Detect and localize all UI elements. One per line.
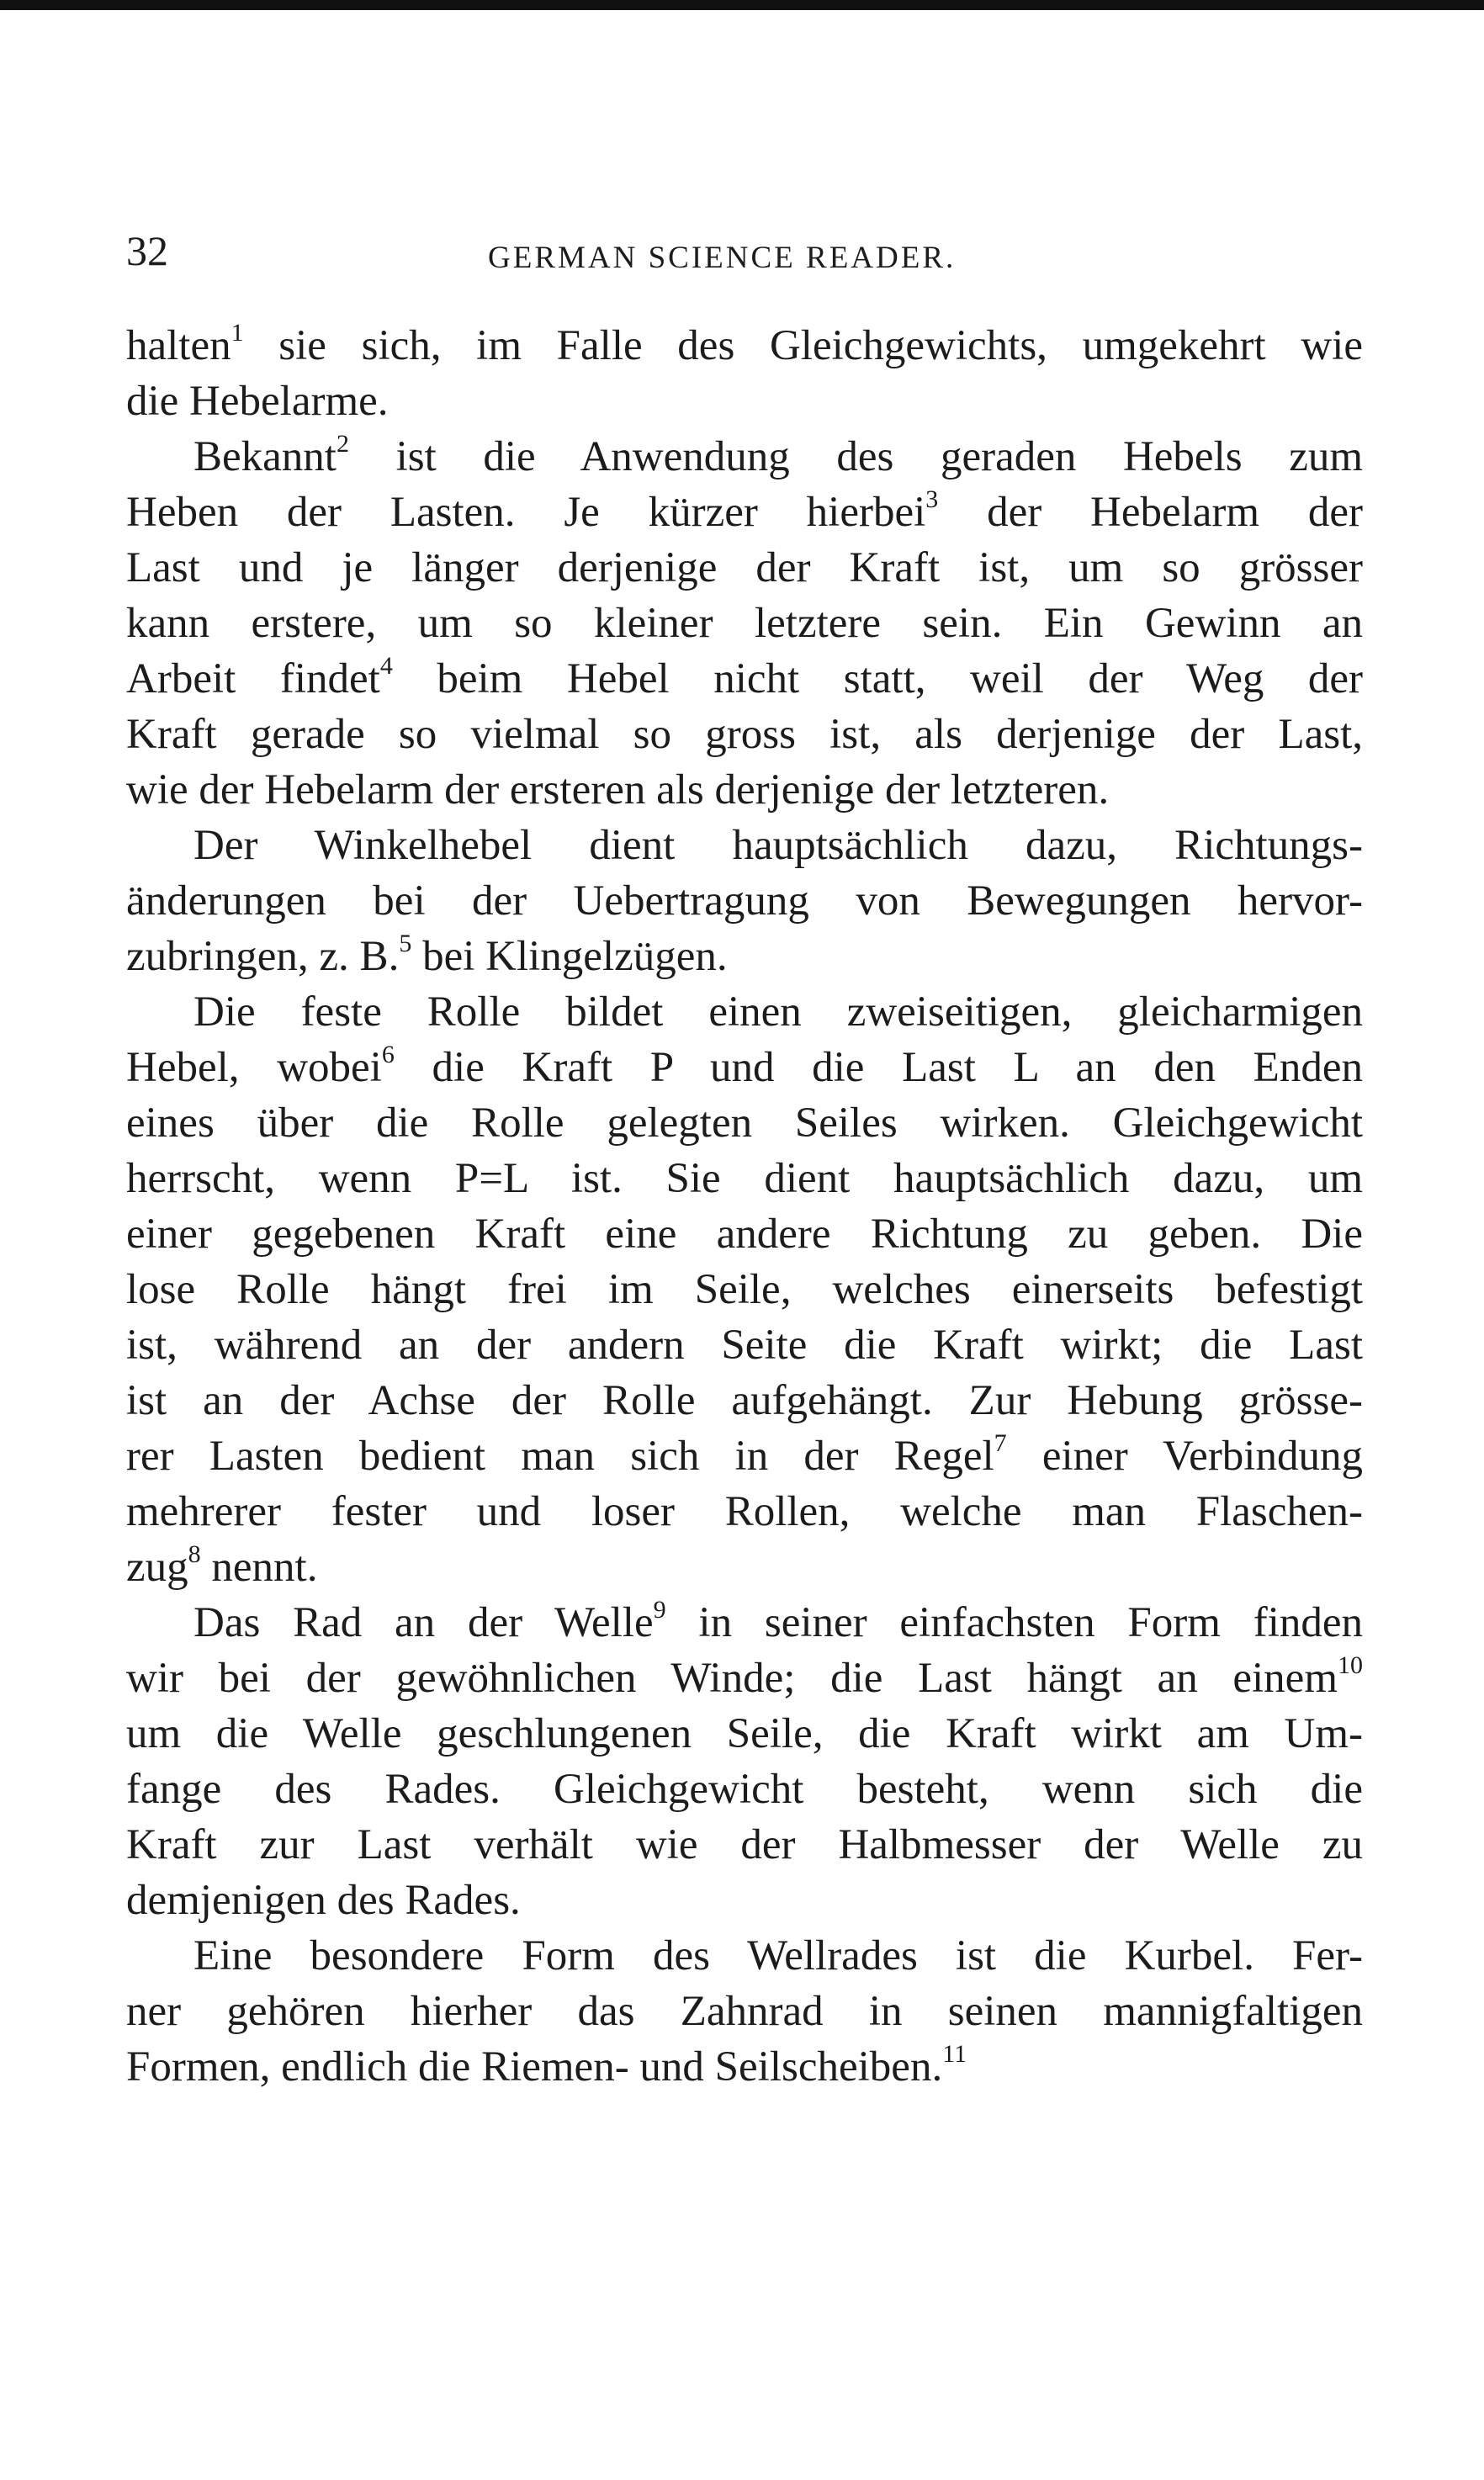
text-run: Kraft gerade so vielmal so gross ist, als derjenige der Last,	[126, 711, 1363, 758]
text-run: die Kraft P und die Last L an den Enden	[394, 1044, 1363, 1091]
text-line	[126, 1095, 1363, 1151]
text-line	[126, 818, 1363, 873]
footnote-marker: 11	[942, 2040, 967, 2068]
paragraph	[126, 818, 1363, 984]
text-line	[126, 2039, 1363, 2095]
text-line	[126, 1373, 1363, 1428]
text-run: der Hebelarm der	[938, 489, 1363, 536]
footnote-marker: 4	[379, 652, 393, 680]
text-line	[126, 1595, 1363, 1651]
text-run: Bekannt	[193, 433, 337, 480]
text-run: sie sich, im Falle des Gleichgewichts, umgekehrt wie	[243, 322, 1363, 369]
footnote-marker: 10	[1338, 1651, 1363, 1679]
text-run: bei Klingelzügen.	[411, 933, 728, 980]
text-line	[126, 1762, 1363, 1817]
text-line	[126, 1706, 1363, 1762]
paragraph	[126, 1595, 1363, 1928]
text-run: herrscht, wenn P=L ist. Sie dient hauptsächlich dazu, um	[126, 1155, 1363, 1202]
text-line	[126, 1206, 1363, 1262]
text-line	[126, 1151, 1363, 1206]
text-line	[126, 651, 1363, 707]
footnote-marker: 1	[231, 319, 244, 347]
text-line	[126, 1873, 1363, 1928]
paragraph	[126, 1928, 1363, 2095]
text-run: einer gegebenen Kraft eine andere Richtung zu geben. Die	[126, 1211, 1363, 1258]
text-run: Last und je länger derjenige der Kraft ist, um so grösser	[126, 544, 1363, 591]
text-run: nennt.	[200, 1544, 318, 1591]
text-line	[126, 1040, 1363, 1095]
text-line	[126, 485, 1363, 540]
text-run: wie der Hebelarm der ersteren als derjenige der letzteren.	[126, 766, 1110, 813]
paragraph	[126, 429, 1363, 818]
text-line	[126, 762, 1363, 818]
text-run: ner gehören hierher das Zahnrad in seinen mannigfaltigen	[126, 1988, 1363, 2035]
text-line	[126, 429, 1363, 485]
text-line	[126, 1484, 1363, 1539]
body-text	[126, 318, 1363, 2095]
text-run: Heben der Lasten. Je kürzer hierbei	[126, 489, 926, 536]
text-run: demjenigen des Rades.	[126, 1877, 521, 1924]
text-run: mehrerer fester und loser Rollen, welche man Flaschen-	[126, 1488, 1363, 1535]
text-run: ist die Anwendung des geraden Hebels zum	[348, 433, 1363, 480]
text-run: einer Verbindung	[1006, 1433, 1363, 1480]
text-run: eines über die Rolle gelegten Seiles wirken. Gleichgewicht	[126, 1100, 1363, 1147]
text-run: Eine besondere Form des Wellrades ist die Kurbel. Fer-	[193, 1932, 1363, 1979]
footnote-marker: 2	[336, 430, 349, 458]
text-line	[126, 318, 1363, 374]
text-run: ist an der Achse der Rolle aufgehängt. Zur Hebung grösse-	[126, 1377, 1363, 1424]
page-number: 32	[126, 227, 168, 274]
running-title: GERMAN SCIENCE READER.	[488, 241, 957, 275]
text-run: zubringen, z. B.	[126, 933, 400, 980]
footnote-marker: 6	[381, 1041, 395, 1068]
text-run: Der Winkelhebel dient hauptsächlich dazu, Richtungs-	[193, 822, 1363, 869]
text-line	[126, 707, 1363, 762]
text-line	[126, 929, 1363, 984]
text-run: Formen, endlich die Riemen- und Seilscheiben.	[126, 2043, 943, 2091]
top-scan-edge	[0, 0, 1484, 10]
text-run: Das Rad an der Welle	[193, 1599, 654, 1646]
text-line	[126, 1262, 1363, 1317]
text-line	[126, 1928, 1363, 1984]
text-line	[126, 1317, 1363, 1373]
text-run: wir bei der gewöhnlichen Winde; die Last hängt an einem	[126, 1655, 1338, 1702]
text-line	[126, 1428, 1363, 1484]
text-line	[126, 1539, 1363, 1595]
page-header	[126, 225, 1363, 293]
text-line	[126, 1651, 1363, 1706]
text-run: Arbeit findet	[126, 655, 380, 702]
text-run: in seiner einfachsten Form finden	[665, 1599, 1363, 1646]
footnote-marker: 7	[994, 1429, 1007, 1457]
paragraph	[126, 318, 1363, 429]
text-run: ist, während an der andern Seite die Kraft wirkt; die Last	[126, 1322, 1363, 1369]
text-run: um die Welle geschlungenen Seile, die Kraft wirkt am Um-	[126, 1710, 1363, 1757]
text-line	[126, 596, 1363, 651]
text-run: beim Hebel nicht statt, weil der Weg der	[392, 655, 1364, 702]
text-line	[126, 1984, 1363, 2039]
text-run: lose Rolle hängt frei im Seile, welches einerseits befestigt	[126, 1266, 1363, 1313]
text-run: die Hebelarme.	[126, 378, 389, 425]
footnote-marker: 3	[925, 485, 939, 513]
text-run: fange des Rades. Gleichgewicht besteht, wenn sich die	[126, 1766, 1363, 1813]
text-line	[126, 873, 1363, 929]
text-run: halten	[126, 322, 231, 369]
text-line	[126, 1817, 1363, 1873]
footnote-marker: 9	[653, 1596, 666, 1624]
text-run: Hebel, wobei	[126, 1044, 382, 1091]
text-run: rer Lasten bedient man sich in der Regel	[126, 1433, 994, 1480]
text-run: zug	[126, 1544, 188, 1591]
footnote-marker: 8	[188, 1540, 201, 1568]
text-run: änderungen bei der Uebertragung von Bewegungen hervor-	[126, 877, 1363, 925]
text-run: kann erstere, um so kleiner letztere sein. Ein Gewinn an	[126, 600, 1363, 647]
text-line	[126, 374, 1363, 429]
text-run: Die feste Rolle bildet einen zweiseitigen, gleicharmigen	[193, 988, 1363, 1036]
footnote-marker: 5	[399, 930, 412, 957]
text-line	[126, 540, 1363, 596]
paragraph	[126, 984, 1363, 1595]
text-run: Kraft zur Last verhält wie der Halbmesser der Welle zu	[126, 1821, 1363, 1868]
text-line	[126, 984, 1363, 1040]
